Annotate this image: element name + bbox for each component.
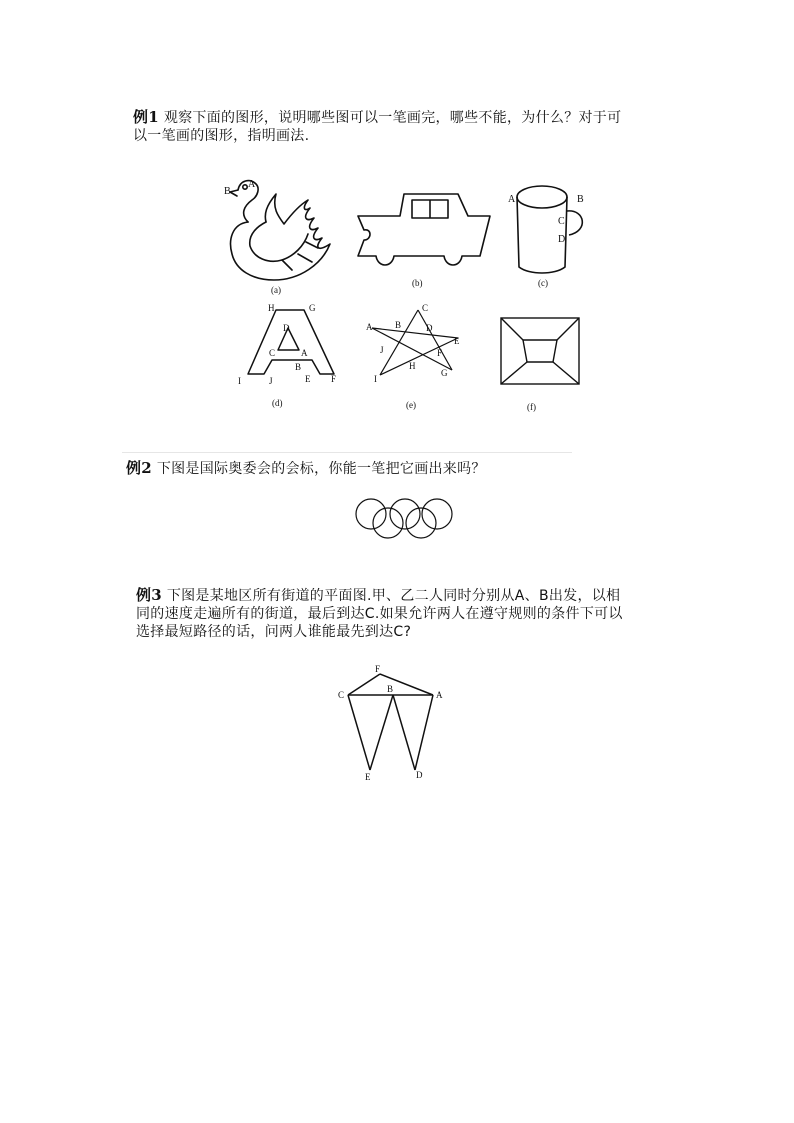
corner-link <box>501 362 527 384</box>
figure-c-cup <box>505 175 600 295</box>
inner-trapezoid <box>523 340 557 362</box>
point-label: F <box>375 664 381 674</box>
point-label: F <box>331 374 337 384</box>
point-label: A <box>436 690 443 700</box>
point-label: J <box>380 345 384 355</box>
figure-caption: (d) <box>272 398 283 408</box>
olympic-rings <box>352 496 457 542</box>
example2-label: 例2 <box>126 459 153 477</box>
example1-line2: 以一笔画的图形，指明画法. <box>133 128 310 144</box>
point-label: B <box>577 194 584 205</box>
example2-text <box>126 459 486 478</box>
example1-label: 例1 <box>133 108 160 126</box>
point-label: D <box>416 770 423 780</box>
point-label: F <box>437 348 443 358</box>
ring-5 <box>422 499 452 529</box>
example3-text <box>136 586 623 641</box>
point-label: B <box>395 320 402 330</box>
separator-line <box>122 452 572 453</box>
car-body <box>358 194 490 265</box>
point-label: C <box>558 216 565 227</box>
example3-line2: 同的速度走遍所有的街道，最后到达C.如果允许两人在遵守规则的条件下可以 <box>136 606 623 622</box>
figure-caption: (b) <box>412 278 423 288</box>
figure-d-letter-a <box>230 298 345 413</box>
figure-caption: (f) <box>527 402 536 412</box>
point-label: E <box>365 772 371 782</box>
corner-link <box>557 318 579 340</box>
point-label: A <box>366 322 373 332</box>
corner-link <box>501 318 523 340</box>
point-label: I <box>374 374 377 384</box>
corner-link <box>553 362 579 384</box>
street-c-e <box>348 695 370 770</box>
figure-f-frame <box>495 312 585 417</box>
figure-caption: (a) <box>271 285 281 295</box>
ring-4 <box>406 508 436 538</box>
street-b-d <box>393 695 415 770</box>
ring-3 <box>390 499 420 529</box>
point-label: H <box>268 303 275 313</box>
figure-e-star <box>362 300 472 415</box>
point-label: A <box>508 194 516 205</box>
swan-eye <box>243 185 247 189</box>
point-label: D <box>426 323 433 333</box>
point-label: C <box>269 348 276 358</box>
example2-question: 下图是国际奥委会的会标，你能一笔把它画出来吗？ <box>156 461 486 477</box>
ring-1 <box>356 499 386 529</box>
point-label: J <box>269 376 273 386</box>
figure-a-swan <box>218 172 348 297</box>
point-label: G <box>309 303 316 313</box>
point-label: E <box>454 336 460 346</box>
point-label: B <box>387 684 394 694</box>
point-label: B <box>224 186 231 197</box>
point-label: B <box>295 362 302 372</box>
figure-caption: (c) <box>538 278 548 288</box>
figure-b-car <box>350 188 495 293</box>
point-label: I <box>238 376 241 386</box>
point-label: D <box>558 234 566 245</box>
street-map <box>332 658 452 786</box>
point-label: C <box>338 690 345 700</box>
point-label: C <box>422 303 429 313</box>
figure-caption: (e) <box>406 400 416 410</box>
cup-rim <box>517 186 567 208</box>
point-label: A <box>248 179 256 190</box>
example3-question-1: 下图是某地区所有街道的平面图.甲、乙二人同时分别从A、B出发，以相 <box>166 588 621 604</box>
swan-beak <box>230 190 238 196</box>
example1-text <box>133 108 621 145</box>
star-edge <box>372 328 458 338</box>
point-label: H <box>409 361 416 371</box>
example1-question-1: 观察下面的图形，说明哪些图可以一笔画完，哪些不能，为什么？对于可 <box>163 110 622 126</box>
point-label: G <box>441 368 448 378</box>
cup-handle <box>567 211 582 235</box>
example1-line1 <box>133 108 621 127</box>
street-d-a <box>415 695 433 770</box>
street-e-b <box>370 695 393 770</box>
example3-label: 例3 <box>136 586 163 604</box>
point-label: D <box>283 323 290 333</box>
street-c-f <box>348 674 380 695</box>
letter-a-outline <box>248 310 334 374</box>
point-label: E <box>305 374 311 384</box>
example3-line1 <box>136 586 623 605</box>
point-label: A <box>301 348 308 358</box>
ring-2 <box>373 508 403 538</box>
example3-line3: 选择最短路径的话，问两人谁能最先到达C? <box>136 624 412 640</box>
